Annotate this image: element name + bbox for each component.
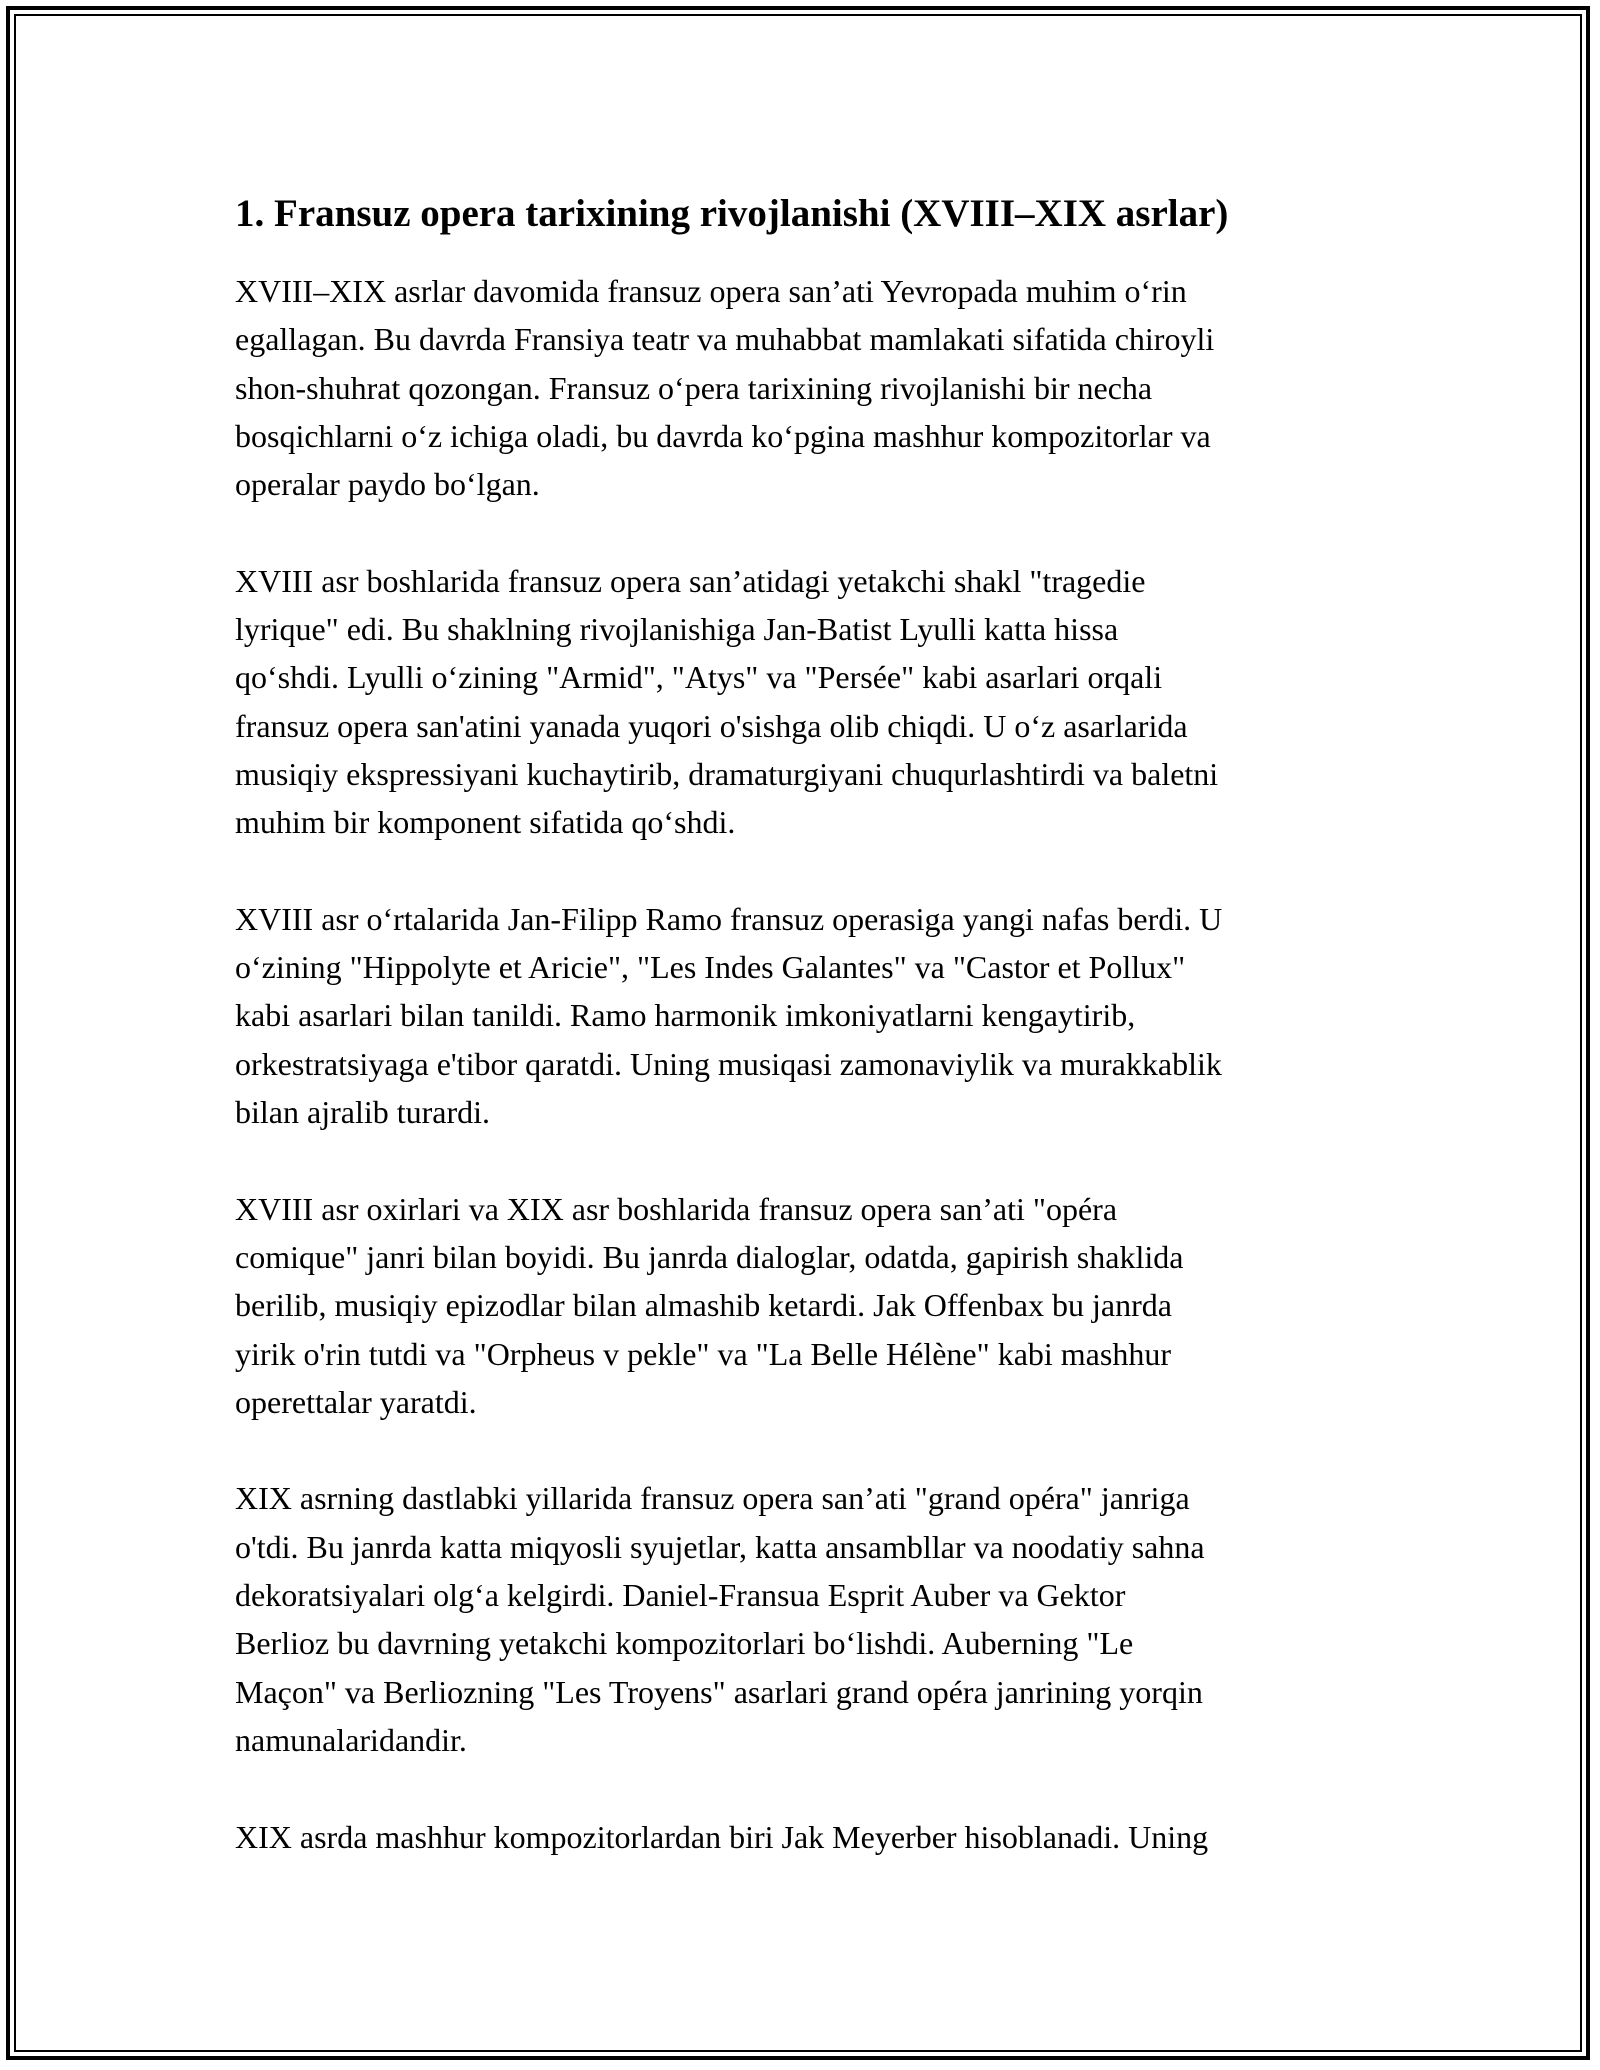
- paragraph-line: shon-shuhrat qozongan. Fransuz o‘pera tarixining rivojlanishi bir necha: [235, 369, 1153, 406]
- paragraph-list: [235, 267, 1375, 1861]
- paragraph-line: operettalar yaratdi.: [235, 1383, 477, 1420]
- paragraph-line: egallagan. Bu davrda Fransiya teatr va muhabbat mamlakati sifatida chiroyli: [235, 321, 1215, 358]
- paragraph-line: XIX asrda mashhur kompozitorlardan biri Jak Meyerber hisoblanadi. Uning: [235, 1818, 1209, 1855]
- paragraph-line: comique" janri bilan boyidi. Bu janrda dialoglar, odatda, gapirish shaklida: [235, 1238, 1184, 1275]
- paragraph-line: lyrique" edi. Bu shaklning rivojlanishiga Jan-Batist Lyulli katta hissa: [235, 611, 1119, 648]
- paragraph: [235, 557, 1375, 847]
- paragraph-line: bilan ajralib turardi.: [235, 1094, 491, 1131]
- paragraph-line: namunalaridandir.: [235, 1721, 467, 1758]
- paragraph-line: XVIII asr boshlarida fransuz opera san’atidagi yetakchi shakl "tragedie: [235, 562, 1146, 599]
- paragraph: [235, 895, 1375, 1136]
- paragraph-line: dekoratsiyalari olg‘a kelgirdi. Daniel-Fransua Esprit Auber va Gektor: [235, 1577, 1126, 1614]
- paragraph: [235, 267, 1375, 508]
- paragraph-line: berilib, musiqiy epizodlar bilan almashib ketardi. Jak Offenbax bu janrda: [235, 1287, 1172, 1324]
- section-heading: 1. Fransuz opera tarixining rivojlanishi (XVIII–XIX asrlar): [235, 192, 1229, 235]
- paragraph: [235, 1813, 1375, 1861]
- paragraph: [235, 1474, 1375, 1764]
- paragraph-line: XIX asrning dastlabki yillarida fransuz opera san’ati "grand opéra" janriga: [235, 1480, 1190, 1517]
- paragraph-line: qo‘shdi. Lyulli o‘zining "Armid", "Atys" va "Persée" kabi asarlari orqali: [235, 659, 1163, 696]
- paragraph-line: fransuz opera san'atini yanada yuqori o'sishga olib chiqdi. U o‘z asarlarida: [235, 707, 1188, 744]
- paragraph-line: muhim bir komponent sifatida qo‘shdi.: [235, 804, 736, 841]
- paragraph-line: musiqiy ekspressiyani kuchaytirib, dramaturgiyani chuqurlashtirdi va baletni: [235, 755, 1219, 792]
- paragraph-line: operalar paydo bo‘lgan.: [235, 466, 540, 503]
- paragraph-line: o‘zining "Hippolyte et Aricie", "Les Indes Galantes" va "Castor et Pollux": [235, 949, 1186, 986]
- paragraph-line: XVIII asr oxirlari va XIX asr boshlarida fransuz opera san’ati "opéra: [235, 1190, 1118, 1227]
- paragraph-line: orkestratsiyaga e'tibor qaratdi. Uning musiqasi zamonaviylik va murakkablik: [235, 1045, 1222, 1082]
- paragraph-line: kabi asarlari bilan tanildi. Ramo harmonik imkoniyatlarni kengaytirib,: [235, 997, 1136, 1034]
- paragraph: [235, 1185, 1375, 1426]
- paragraph-line: XVIII asr o‘rtalarida Jan-Filipp Ramo fransuz operasiga yangi nafas berdi. U: [235, 900, 1223, 937]
- paragraph-line: XVIII–XIX asrlar davomida fransuz opera san’ati Yevropada muhim o‘rin: [235, 273, 1187, 309]
- paragraph-line: o'tdi. Bu janrda katta miqyosli syujetlar, katta ansambllar va noodatiy sahna: [235, 1528, 1205, 1565]
- paragraph-line: yirik o'rin tutdi va "Orpheus v pekle" va "La Belle Hélène" kabi mashhur: [235, 1335, 1171, 1372]
- document-body: [235, 186, 1375, 1909]
- paragraph-line: bosqichlarni o‘z ichiga oladi, bu davrda ko‘pgina mashhur kompozitorlar va: [235, 417, 1211, 454]
- paragraph-line: Berlioz bu davrning yetakchi kompozitorlari bo‘lishdi. Auberning "Le: [235, 1625, 1134, 1662]
- paragraph-line: Maçon" va Berliozning "Les Troyens" asarlari grand opéra janrining yorqin: [235, 1673, 1203, 1710]
